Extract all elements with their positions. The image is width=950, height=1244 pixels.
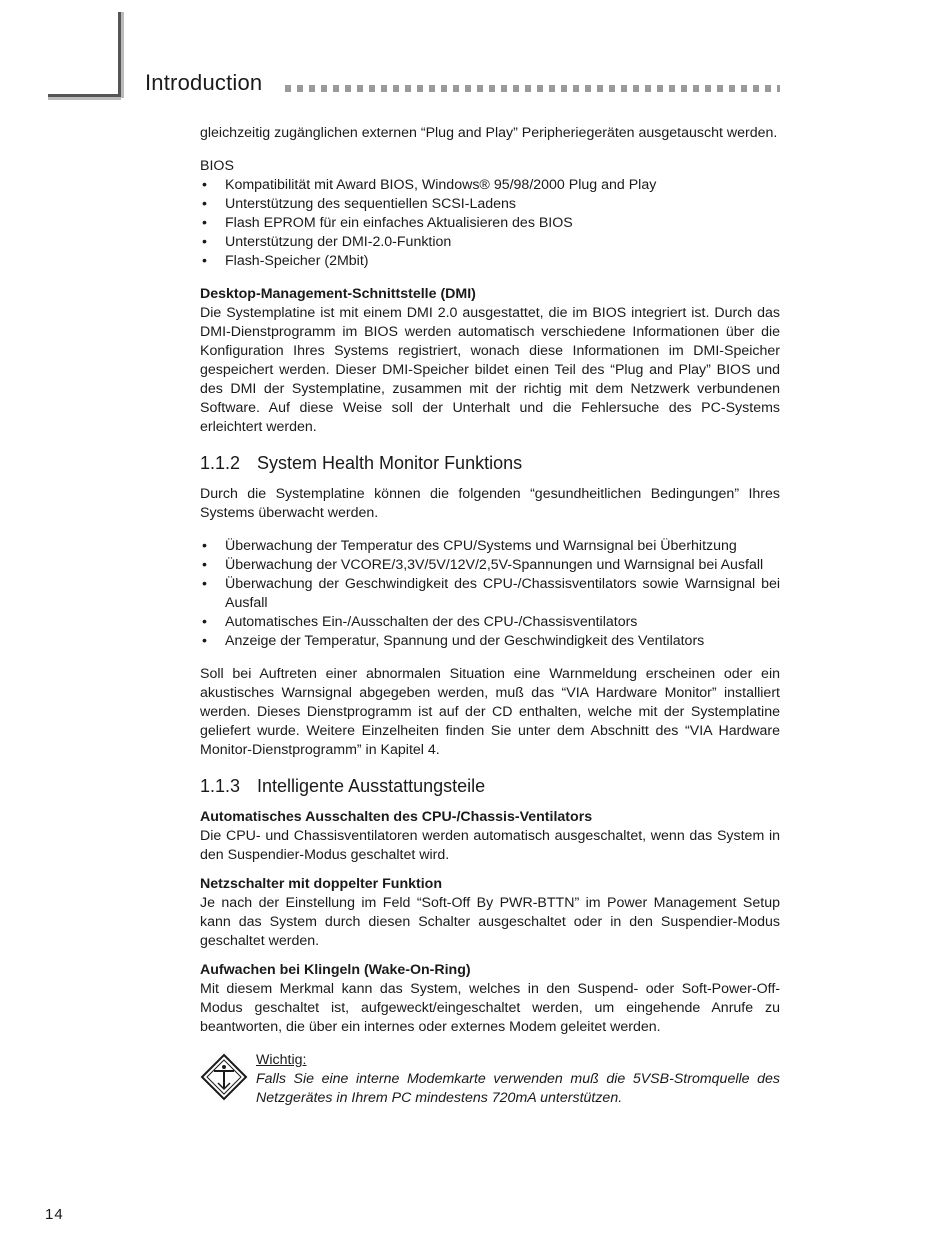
list-item: • Automatisches Ein-/Ausschalten der des CPU-/Chassisventilators — [200, 613, 780, 632]
feature-text: Je nach der Einstellung im Feld “Soft-Off By PWR-BTTN” im Power Management Setup kann das System durch diesen Schalter ausgeschaltet oder in den Suspendier-Modus geschaltet werden. — [200, 895, 780, 949]
warning-diamond-icon — [200, 1053, 248, 1101]
feature-text: Die CPU- und Chassisventilatoren werden automatisch ausgeschaltet, wenn das System in den Suspendier-Modus geschaltet wird. — [200, 828, 780, 863]
dmi-paragraph: Die Systemplatine ist mit einem DMI 2.0 ausgestattet, die im BIOS integriert ist. Durch das DMI-Dienstprogramm im BIOS werden automatisch verschiedene Informationen über die Konfiguration Ihres Systems registriert, wonach diese Informationen im DMI-Speicher gespeichert werden. Dieser DMI-Speicher bildet einen Teil des “Plug and Play” BIOS und des DMI der Systemplatine, zusammen mit der richtig mit dem Netzwerk verbundenen Software. Auf diese Weise soll der Unterhalt und die Fehlersuche des PC-Systems erleichtert werden. — [200, 305, 780, 435]
note-title: Wichtig: — [256, 1052, 307, 1068]
feature-text: Mit diesem Merkmal kann das System, welches in den Suspend- oder Soft-Power-Off-Modus geschaltet ist, aufgeweckt/eingeschaltet werden, um eingehende Anrufe zu beantworten, die über ein internes oder externes Modem geleitet werden. — [200, 981, 780, 1035]
note-text: Falls Sie eine interne Modemkarte verwenden muß die 5VSB-Stromquelle des Netzgerätes in Ihrem PC mindestens 720mA unterstützen. — [256, 1071, 780, 1106]
list-item: • Überwachung der VCORE/3,3V/5V/12V/2,5V-Spannungen und Warnsignal bei Ausfall — [200, 556, 780, 575]
feature-heading: Netzschalter mit doppelter Funktion — [200, 876, 442, 892]
section-title: System Health Monitor Funktions — [257, 453, 523, 473]
health-intro: Durch die Systemplatine können die folgenden “gesundheitlichen Bedingungen” Ihres Systems überwacht werden. — [200, 486, 780, 521]
section-number: 1.1.3 — [200, 776, 241, 796]
list-item: • Flash EPROM für ein einfaches Aktualisieren des BIOS — [200, 214, 780, 233]
list-item: • Überwachung der Temperatur des CPU/Systems und Warnsignal bei Überhitzung — [200, 537, 780, 556]
page-content — [200, 124, 780, 1108]
page-number: 14 — [45, 1206, 64, 1223]
list-item: • Kompatibilität mit Award BIOS, Windows® 95/98/2000 Plug and Play — [200, 176, 780, 195]
list-item: • Flash-Speicher (2Mbit) — [200, 252, 780, 271]
health-list — [200, 537, 780, 651]
list-item: • Überwachung der Geschwindigkeit des CPU-/Chassisventilators sowie Warnsignal bei Ausfall — [200, 575, 780, 613]
section-heading-113 — [200, 774, 780, 798]
header-dotted-rule — [285, 85, 780, 92]
health-closing: Soll bei Auftreten einer abnormalen Situation eine Warnmeldung erscheinen oder ein akustisches Warnsignal abgegeben werden, muß das “VIA Hardware Monitor” installiert werden. Dieses Dienstprogramm ist auf der CD enthalten, welche mit der Systemplatine geliefert wurde. Weitere Einzelheiten finden Sie unter dem Abschnitt des “VIA Hardware Monitor-Dienstprogramm” in Kapitel 4. — [200, 666, 780, 758]
bios-heading: BIOS — [200, 158, 234, 174]
dmi-heading: Desktop-Management-Schnittstelle (DMI) — [200, 286, 476, 302]
intro-paragraph: gleichzeitig zugänglichen externen “Plug and Play” Peripheriegeräten ausgetauscht werden. — [200, 125, 778, 141]
important-note — [200, 1051, 780, 1108]
feature-heading: Automatisches Ausschalten des CPU-/Chassis-Ventilators — [200, 809, 593, 825]
section-number: 1.1.2 — [200, 453, 241, 473]
page-header-title: Introduction — [145, 70, 263, 95]
list-item: • Anzeige der Temperatur, Spannung und der Geschwindigkeit des Ventilators — [200, 632, 780, 651]
feature-heading: Aufwachen bei Klingeln (Wake-On-Ring) — [200, 962, 471, 978]
section-title: Intelligente Ausstattungsteile — [257, 776, 486, 796]
section-heading-112 — [200, 451, 780, 475]
bios-list — [200, 176, 780, 271]
list-item: • Unterstützung des sequentiellen SCSI-Ladens — [200, 195, 780, 214]
list-item: • Unterstützung der DMI-2.0-Funktion — [200, 233, 780, 252]
corner-mark-vertical — [118, 12, 121, 98]
corner-mark-horizontal — [48, 94, 121, 97]
